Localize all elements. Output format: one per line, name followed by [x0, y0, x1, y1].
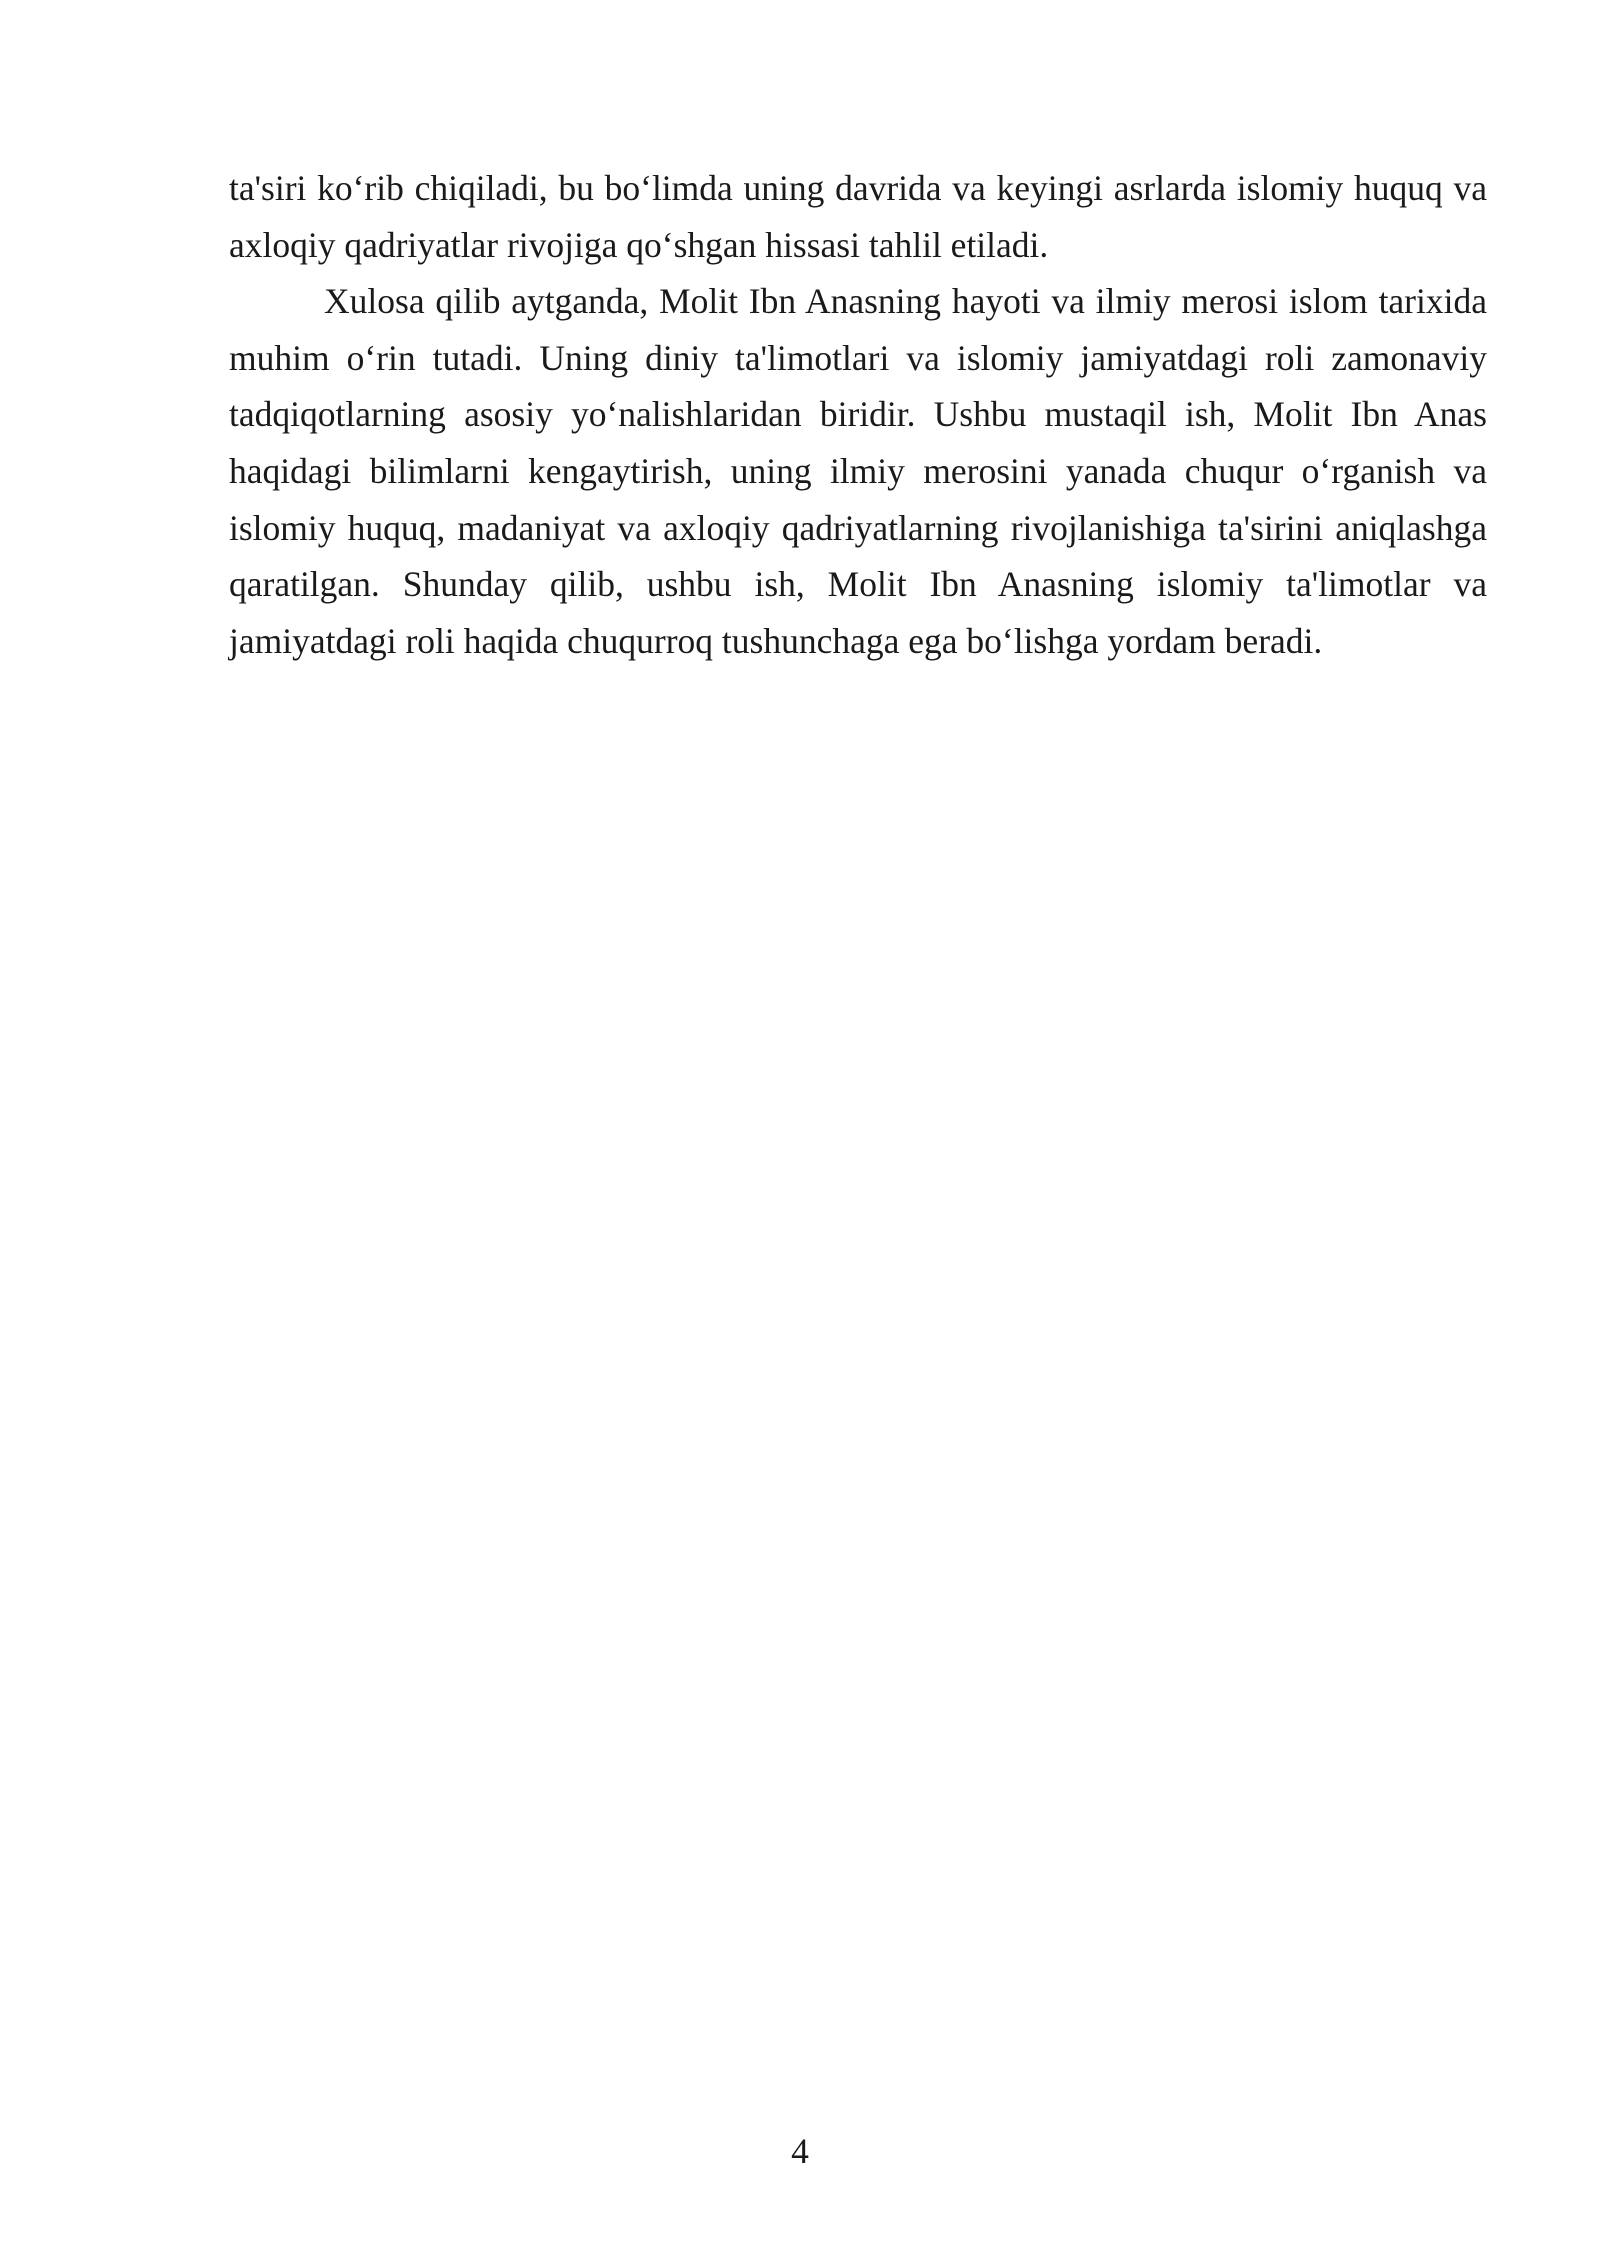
paragraph-conclusion: Xulosa qilib aytganda, Molit Ibn Anasning hayoti va ilmiy merosi islom tarixida muhim o‘rin tutadi. Uning diniy ta'limotlari va islomiy jamiyatdagi roli zamonaviy tadqiqotlarning asosiy yo‘nalishlaridan biridir. Ushbu mustaqil ish, Molit Ibn Anas haqidagi bilimlarni kengaytirish, uning ilmiy merosini yanada chuqur o‘rganish va islomiy huquq, madaniyat va axloqiy qadriyatlarning rivojlanishiga ta'sirini aniqlashga qaratilgan. Shunday qilib, ushbu ish, Molit Ibn Anasning islomiy ta'limotlar va jamiyatdagi roli haqida chuqurroq tushunchaga ega bo‘lishga yordam beradi. [229, 281, 1487, 661]
page-number: 4 [791, 2131, 809, 2171]
paragraph-continuation: ta'siri ko‘rib chiqiladi, bu bo‘limda uning davrida va keyingi asrlarda islomiy huquq va axloqiy qadriyatlar rivojiga qo‘shgan hissasi tahlil etiladi. [229, 168, 1487, 265]
body-text [229, 160, 1487, 669]
